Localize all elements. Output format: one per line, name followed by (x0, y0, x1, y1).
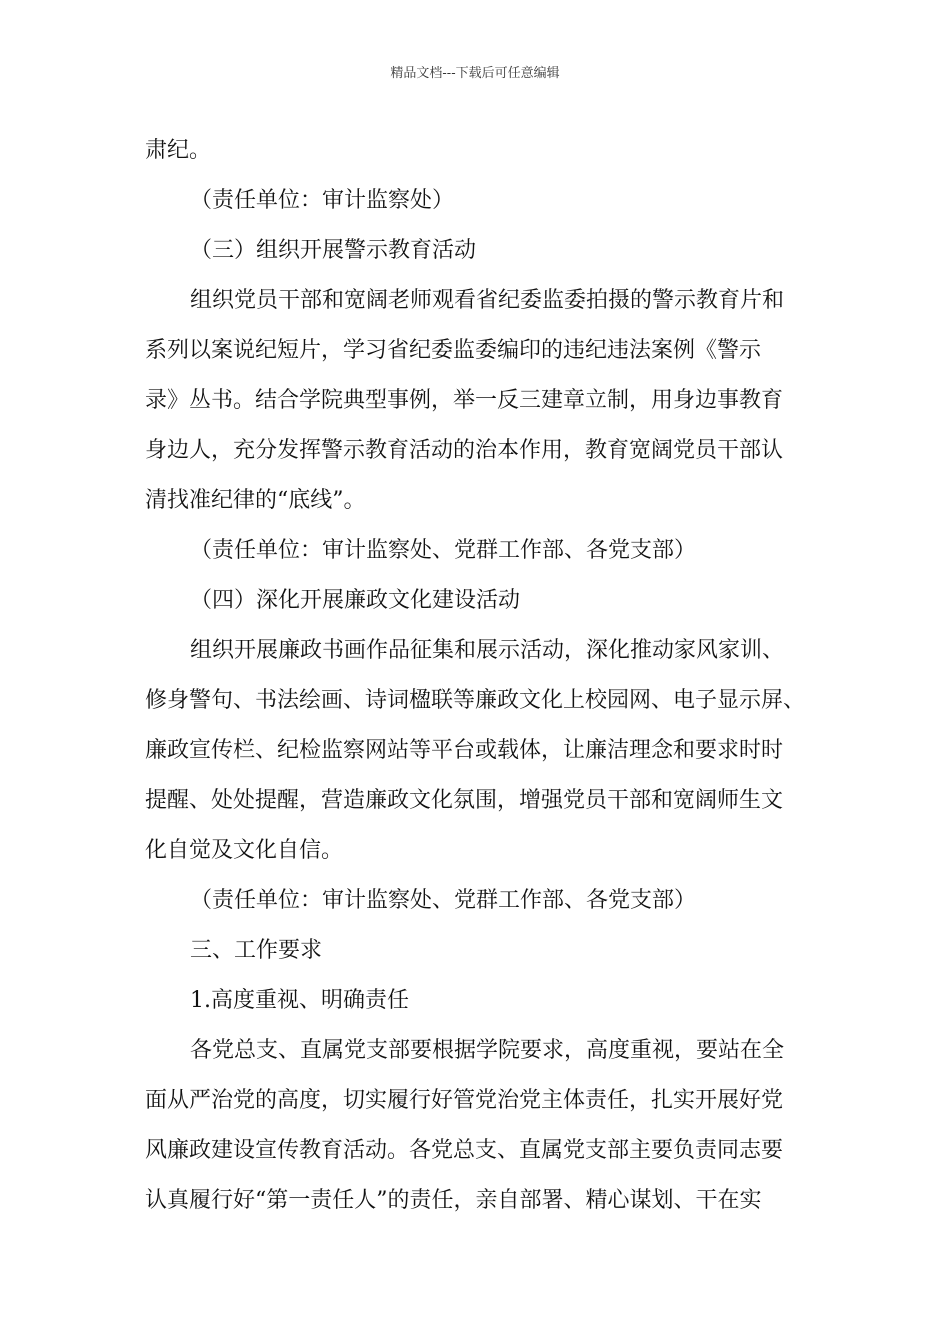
text-line: 录》丛书。结合学院典型事例，举一反三建章立制，用身边事教育 (145, 388, 784, 413)
subsection-heading: 1.高度重视、明确责任 (190, 988, 409, 1013)
text-line: 廉政宣传栏、纪检监察网站等平台或载体，让廉洁理念和要求时时 (145, 738, 784, 763)
text-line: 肃纪。 (145, 138, 212, 163)
page-header: 精品文档---下载后可任意编辑 (390, 66, 560, 81)
section-heading: （四）深化开展廉政文化建设活动 (190, 588, 521, 613)
text-line: 提醒、处处提醒，营造廉政文化氛围，增强党员干部和宽阔师生文 (145, 788, 784, 813)
text-line: 身边人，充分发挥警示教育活动的治本作用，教育宽阔党员干部认 (145, 438, 784, 463)
text-line: 面从严治党的高度，切实履行好管党治党主体责任，扎实开展好党 (145, 1088, 784, 1113)
responsibility-note: （责任单位：审计监察处、党群工作部、各党支部） (190, 538, 697, 563)
text-line: 化自觉及文化自信。 (145, 838, 344, 863)
text-line: 组织开展廉政书画作品征集和展示活动，深化推动家风家训、 (190, 638, 785, 663)
section-heading: 三、工作要求 (190, 938, 323, 963)
text-line: 各党总支、直属党支部要根据学院要求，高度重视，要站在全 (190, 1038, 785, 1063)
section-heading: （三）组织开展警示教育活动 (190, 238, 477, 263)
text-line: 认真履行好“第一责任人”的责任，亲自部署、精心谋划、干在实 (145, 1188, 762, 1213)
text-line: 系列以案说纪短片，学习省纪委监委编印的违纪违法案例《警示 (145, 338, 762, 363)
text-line: 组织党员干部和宽阔老师观看省纪委监委拍摄的警示教育片和 (190, 288, 785, 313)
responsibility-note: （责任单位：审计监察处） (190, 188, 455, 213)
text-line: 风廉政建设宣传教育活动。各党总支、直属党支部主要负责同志要 (145, 1138, 784, 1163)
responsibility-note: （责任单位：审计监察处、党群工作部、各党支部） (190, 888, 697, 913)
text-line: 清找准纪律的“底线”。 (145, 488, 366, 513)
text-line: 修身警句、书法绘画、诗词楹联等廉政文化上校园网、电子显示屏、 (145, 688, 806, 713)
